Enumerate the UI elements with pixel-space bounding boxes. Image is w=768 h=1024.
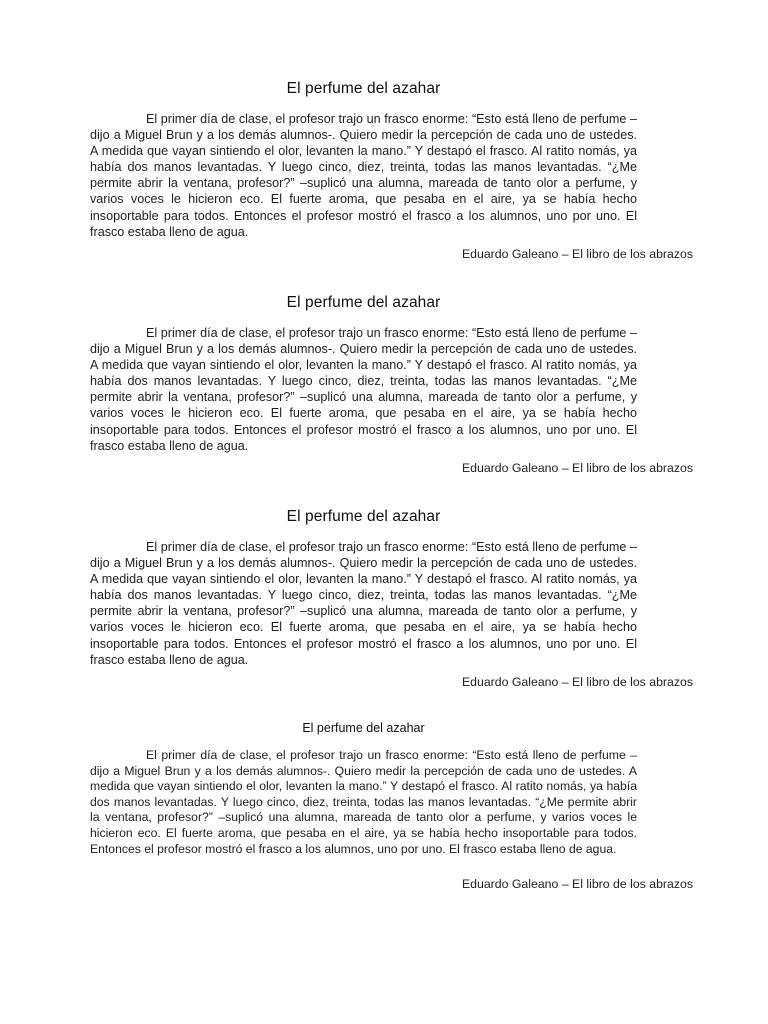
article-body: El primer día de clase, el profesor trajo un frasco enorme: “Esto está lleno de perfume –dijo a Miguel Brun y a los demás alumnos-. Quiero medir la percepción de cada uno de ustedes. A medida que vayan sintiendo el olor, levanten la mano.” Y destapó el frasco. Al ratito nomás, ya había dos manos levantadas. Y luego cinco, diez, treinta, todas las manos levantadas. “¿Me permite abrir la ventana, profesor?” –suplicó una alumna, mareada de tanto olor a perfume, y varios voces le hicieron eco. El fuerte aroma, que pesaba en el aire, ya se había hecho insoportable para todos. Entonces el profesor mostró el frasco a los alumnos, uno por uno. El frasco estaba lleno de agua. [90, 112, 637, 239]
article-title: El perfume del azahar [286, 80, 441, 97]
article-attribution: Eduardo Galeano – El libro de los abrazos [461, 877, 693, 891]
article-title: El perfume del azahar [286, 294, 441, 311]
article-2-body-wrap [90, 325, 637, 454]
article-1-body-wrap [90, 111, 637, 240]
article-attribution: Eduardo Galeano – El libro de los abrazos [461, 247, 693, 261]
article-title: El perfume del azahar [286, 508, 441, 525]
article-2 [90, 294, 637, 312]
article-body: El primer día de clase, el profesor trajo un frasco enorme: “Esto está lleno de perfume –dijo a Miguel Brun y a los demás alumnos-. Quiero medir la percepción de cada uno de ustedes. A medida que vayan sintiendo el olor, levanten la mano.” Y destapó el frasco. Al ratito nomás, ya había dos manos levantadas. Y luego cinco, diez, treinta, todas las manos levantadas. “¿Me permite abrir la ventana, profesor?” –suplicó una alumna, mareada de tanto olor a perfume, y varios voces le hicieron eco. El fuerte aroma, que pesaba en el aire, ya se había hecho insoportable para todos. Entonces el profesor mostró el frasco a los alumnos, uno por uno. El frasco estaba lleno de agua. [90, 326, 637, 453]
article-4 [90, 721, 637, 735]
article-1 [90, 80, 637, 98]
article-3 [90, 508, 637, 526]
article-attribution: Eduardo Galeano – El libro de los abrazos [461, 675, 693, 689]
article-body: El primer día de clase, el profesor trajo un frasco enorme: “Esto está lleno de perfume –dijo a Miguel Brun y a los demás alumnos-. Quiero medir la percepción de cada uno de ustedes. A medida que vayan sintiendo el olor, levanten la mano.” Y destapó el frasco. Al ratito nomás, ya había dos manos levantadas. Y luego cinco, diez, treinta, todas las manos levantadas. “¿Me permite abrir la ventana, profesor?” –suplicó una alumna, mareada de tanto olor a perfume, y varios voces le hicieron eco. El fuerte aroma, que pesaba en el aire, ya se había hecho insoportable para todos. Entonces el profesor mostró el frasco a los alumnos, uno por uno. El frasco estaba lleno de agua. [90, 540, 637, 667]
article-title: El perfume del azahar [302, 721, 425, 735]
article-3-body-wrap [90, 539, 637, 668]
article-body: El primer día de clase, el profesor trajo un frasco enorme: “Esto está lleno de perfume –dijo a Miguel Brun y a los demás alumnos-. Quiero medir la percepción de cada uno de ustedes. A medida que vayan sintiendo el olor, levanten la mano.” Y destapó el frasco. Al ratito nomás, ya había dos manos levantadas. Y luego cinco, diez, treinta, todas las manos levantadas. “¿Me permite abrir la ventana, profesor?” –suplicó una alumna, mareada de tanto olor a perfume, y varios voces le hicieron eco. El fuerte aroma, que pesaba en el aire, ya se había hecho insoportable para todos. Entonces el profesor mostró el frasco a los alumnos, uno por uno. El frasco estaba lleno de agua. [90, 748, 637, 856]
article-attribution: Eduardo Galeano – El libro de los abrazos [461, 461, 693, 475]
article-4-body-wrap [90, 748, 637, 857]
